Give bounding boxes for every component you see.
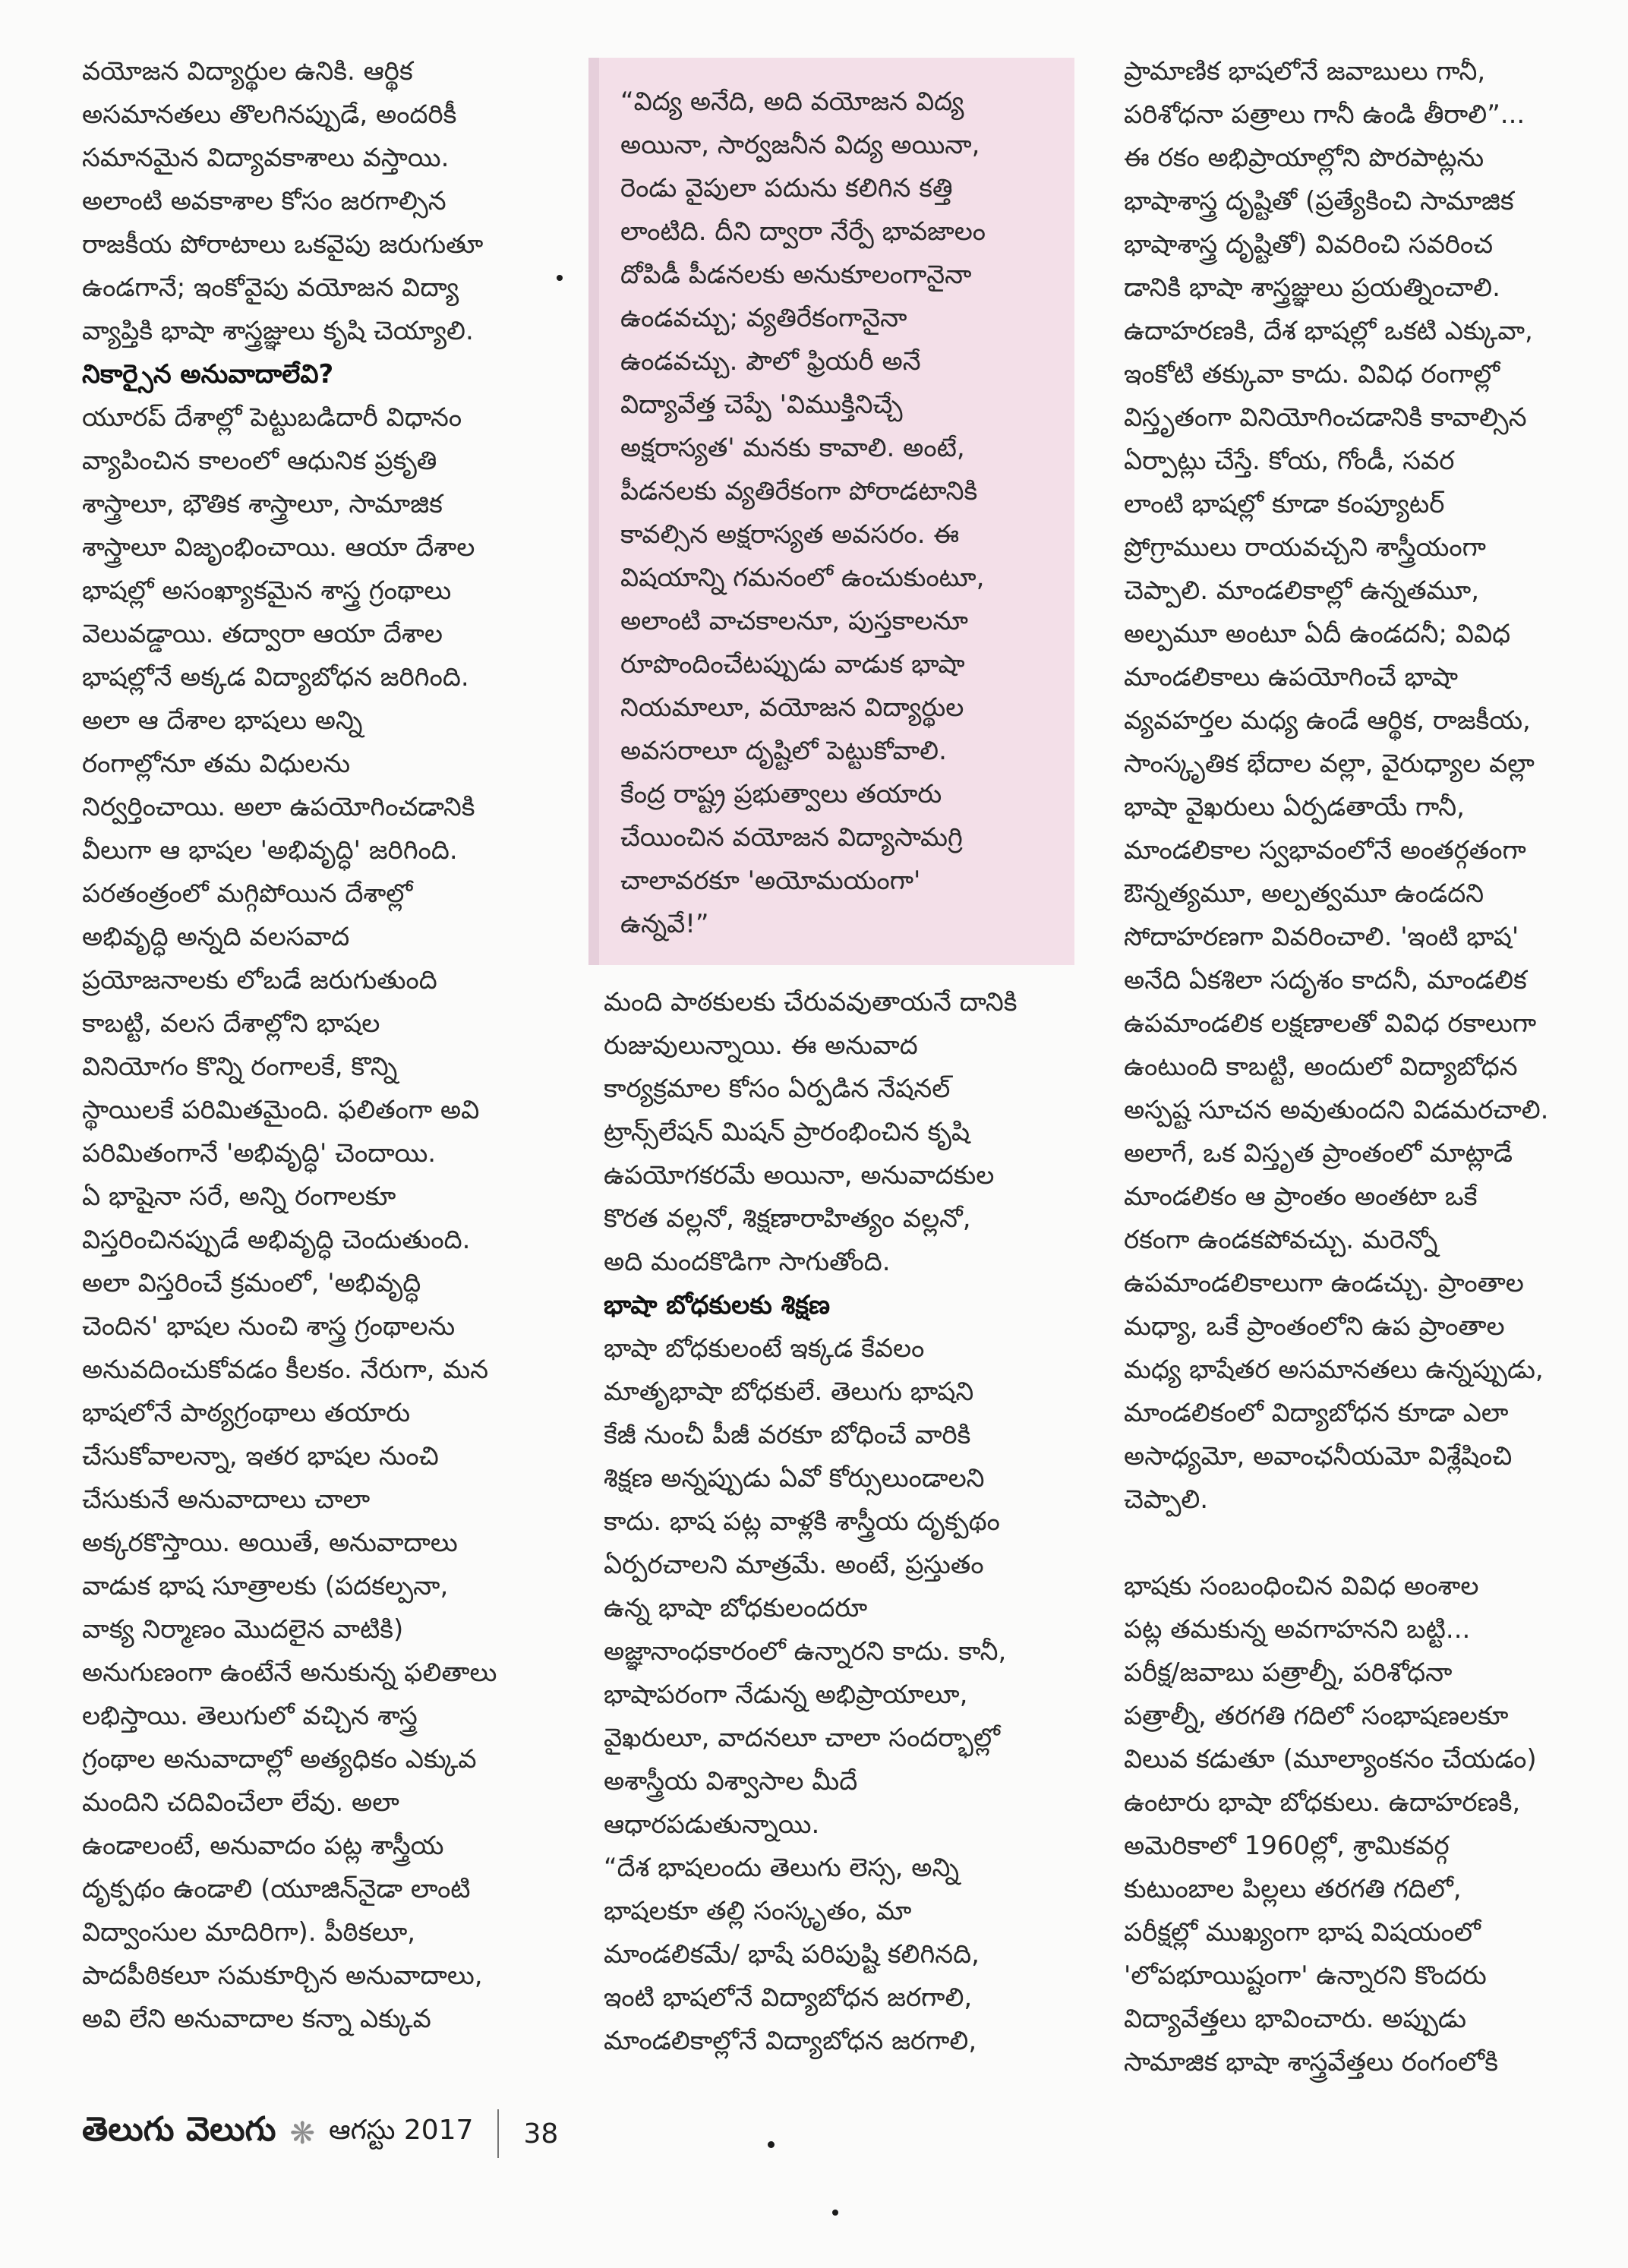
text-line: ఏర్పాట్లు చేస్తే. కోయ, గోండీ, సవర bbox=[1124, 446, 1455, 476]
text-line: అనువదించుకోవడం కీలకం. నేరుగా, మన bbox=[82, 1355, 489, 1385]
text-line: ప్రామాణిక భాషలోనే జవాబులు గానీ, bbox=[1124, 56, 1486, 87]
text-line: ఔన్నత్యమూ, అల్పత్వమూ ఉండదని bbox=[1124, 878, 1484, 909]
text-line: భాషాశాస్త్ర దృష్టితో) వివరించి సవరించ bbox=[1124, 229, 1494, 260]
text-line: ఉన్నవే!” bbox=[620, 909, 709, 939]
page-footer bbox=[82, 2107, 558, 2160]
text-line: అల్పమూ అంటూ ఏదీ ఉండదనీ; వివిధ bbox=[1124, 619, 1511, 649]
text-line: అజ్ఞానాంధకారంలో ఉన్నారని కాదు. కానీ, bbox=[604, 1636, 1007, 1667]
text-line: రుజువులున్నాయి. ఈ అనువాద bbox=[604, 1030, 918, 1061]
text-line: పరిశోధనా పత్రాలు గానీ ఉండి తీరాలి”... bbox=[1124, 99, 1525, 130]
text-line: ఉంటారు భాషా బోధకులు. ఉదాహరణకి, bbox=[1124, 1787, 1521, 1818]
text-line: ఉన్న భాషా బోధకులందరూ bbox=[604, 1593, 868, 1623]
column-right bbox=[1124, 50, 1579, 2084]
text-line: వీలుగా ఆ భాషల 'అభివృద్ధి' జరిగింది. bbox=[82, 835, 458, 866]
text-line: ఉంటుంది కాబట్టి, అందులో విద్యాబోధన bbox=[1124, 1052, 1518, 1082]
text-line: లభిస్తాయి. తెలుగులో వచ్చిన శాస్త్ర bbox=[82, 1701, 418, 1731]
text-line: అలాగే, ఒక విస్తృత ప్రాంతంలో మాట్లాడే bbox=[1124, 1138, 1513, 1169]
text-line: చేసుకునే అనువాదాలు చాలా bbox=[82, 1484, 371, 1515]
text-line: వాడుక భాష సూత్రాలకు (పదకల్పనా, bbox=[82, 1571, 449, 1601]
text-line: కావల్సిన అక్షరాస్యత అవసరం. ఈ bbox=[620, 519, 960, 550]
ink-speck bbox=[768, 2141, 775, 2148]
text-line: ఉపయోగకరమే అయినా, అనువాదకుల bbox=[604, 1160, 995, 1191]
text-line: “దేశ భాషలందు తెలుగు లెస్స, అన్ని bbox=[604, 1853, 959, 1883]
text-line: భాషాపరంగా నేడున్న అభిప్రాయాలూ, bbox=[604, 1680, 968, 1710]
text-line: విద్వాంసుల మాదిరిగా). పీఠికలూ, bbox=[82, 1917, 416, 1948]
text-line: నిర్వర్తించాయి. అలా ఉపయోగించడానికి bbox=[82, 792, 475, 822]
text-line: రాజకీయ పోరాటాలు ఒకవైపు జరుగుతూ bbox=[82, 229, 484, 260]
text-line: భాషల్లో అసంఖ్యాకమైన శాస్త్ర గ్రంథాలు bbox=[82, 576, 452, 606]
text-line: మంది పాఠకులకు చేరువవుతాయనే దానికి bbox=[604, 987, 1018, 1017]
text-line: ఏర్పరచాలని మాత్రమే. అంటే, ప్రస్తుతం bbox=[604, 1550, 984, 1580]
magazine-name: తెలుగు వెలుగు bbox=[82, 2110, 276, 2149]
text-line: ఉపమాండలిక లక్షణాలతో వివిధ రకాలుగా bbox=[1124, 1008, 1537, 1039]
text-line: భాషకు సంబంధించిన వివిధ అంశాల bbox=[1124, 1571, 1479, 1601]
text-line: అది మందకొడిగా సాగుతోంది. bbox=[604, 1247, 891, 1277]
text-line: శాస్త్రాలూ, భౌతిక శాస్త్రాలూ, సామాజిక bbox=[82, 489, 443, 519]
text-line: పరీక్ష/జవాబు పత్రాల్నీ, పరిశోధనా bbox=[1124, 1658, 1453, 1688]
section-heading: భాషా బోధకులకు శిక్షణ bbox=[604, 1290, 831, 1320]
text-line: వయోజన విద్యార్థుల ఉనికి. ఆర్థిక bbox=[82, 56, 413, 87]
text-line: చేయించిన వయోజన విద్యాసామగ్రి bbox=[620, 822, 963, 853]
text-line: పరిమితంగానే 'అభివృద్ధి' చెందాయి. bbox=[82, 1138, 437, 1169]
text-line: భాషలోనే పాఠ్యగ్రంథాలు తయారు bbox=[82, 1398, 411, 1428]
text-line: మధ్య భాషేతర అసమానతలు ఉన్నప్పుడు, bbox=[1124, 1355, 1544, 1385]
text-line: ఉండవచ్చు. పౌలో ఫ్రియరీ అనే bbox=[620, 346, 921, 377]
text-line: మాండలికాల స్వభావంలోనే అంతర్గతంగా bbox=[1124, 835, 1526, 866]
text-line: కాదు. భాష పట్ల వాళ్లకి శాస్త్రీయ దృక్పథం bbox=[604, 1506, 1000, 1537]
text-line: పాదపీఠికలూ సమకూర్చిన అనువాదాలు, bbox=[82, 1960, 483, 1991]
text-line: ఉదాహరణకి, దేశ భాషల్లో ఒకటి ఎక్కువా, bbox=[1124, 316, 1533, 346]
text-line: కార్యక్రమాల కోసం ఏర్పడిన నేషనల్ bbox=[604, 1074, 951, 1104]
text-line: పత్రాల్నీ, తరగతి గదిలో సంభాషణలకూ bbox=[1124, 1701, 1509, 1731]
text-line: అసమానతలు తొలగినప్పుడే, అందరికీ bbox=[82, 99, 457, 130]
text-line: స్థాయిలకే పరిమితమైంది. ఫలితంగా అవి bbox=[82, 1095, 480, 1125]
text-line: లాంటిది. దీని ద్వారా నేర్పే భావజాలం bbox=[620, 216, 986, 247]
text-line: శిక్షణ అన్నప్పుడు ఏవో కోర్సులుండాలని bbox=[604, 1463, 985, 1494]
text-line: విద్యావేత్తలు భావించారు. అప్పుడు bbox=[1124, 2004, 1466, 2034]
text-line: అభివృద్ధి అన్నది వలసవాద bbox=[82, 922, 350, 952]
text-line: సోదాహరణగా వివరించాలి. 'ఇంటి భాష' bbox=[1124, 922, 1519, 952]
text-line: కొరత వల్లనో, శిక్షణారాహిత్యం వల్లనో, bbox=[604, 1203, 971, 1234]
text-line: రకంగా ఉండకపోవచ్చు. మరెన్నో bbox=[1124, 1225, 1438, 1255]
text-line: కేంద్ర రాష్ట్ర ప్రభుత్వాలు తయారు bbox=[620, 779, 942, 809]
text-line: మాండలికంలో విద్యాబోధన కూడా ఎలా bbox=[1124, 1398, 1509, 1428]
text-line: దోపిడీ పీడనలకు అనుకూలంగానైనా bbox=[620, 260, 972, 290]
text-line: వ్యాపించిన కాలంలో ఆధునిక ప్రకృతి bbox=[82, 446, 437, 476]
text-line: ఉండవచ్చు; వ్యతిరేకంగానైనా bbox=[620, 303, 907, 333]
text-line: రంగాల్లోనూ తమ విధులను bbox=[82, 749, 351, 779]
text-line: మాండలికమే/ భాషే పరిపుష్టి కలిగినది, bbox=[604, 1939, 980, 1970]
ink-speck bbox=[557, 275, 563, 281]
text-line: మాతృభాషా బోధకులే. తెలుగు భాషని bbox=[604, 1377, 974, 1407]
text-line: భాషాశాస్త్ర దృష్టితో (ప్రత్యేకించి సామాజిక bbox=[1124, 186, 1514, 216]
text-line: అక్షరాస్యత' మనకు కావాలి. అంటే, bbox=[620, 433, 965, 463]
text-line: భాషల్లోనే అక్కడ విద్యాబోధన జరిగింది. bbox=[82, 662, 469, 692]
text-line: అలా విస్తరించే క్రమంలో, 'అభివృద్ధి bbox=[82, 1268, 421, 1298]
text-line: విస్తరించినప్పుడే అభివృద్ధి చెందుతుంది. bbox=[82, 1225, 471, 1255]
text-line: కేజీ నుంచీ పీజీ వరకూ బోధించే వారికి bbox=[604, 1420, 971, 1450]
text-line: చెప్పాలి. మాండలికాల్లో ఉన్నతమూ, bbox=[1124, 576, 1480, 606]
text-line: చెప్పాలి. bbox=[1124, 1484, 1209, 1515]
text-line: డానికి భాషా శాస్త్రజ్ఞులు ప్రయత్నించాలి. bbox=[1124, 273, 1500, 303]
text-line: వెలువడ్డాయి. తద్వారా ఆయా దేశాల bbox=[82, 619, 443, 649]
text-line: పట్ల తమకున్న అవగాహనని బట్టి... bbox=[1124, 1614, 1471, 1645]
text-line: పరతంత్రంలో మగ్గిపోయిన దేశాల్లో bbox=[82, 878, 413, 909]
text-line: ఈ రకం అభిప్రాయాల్లోని పొరపాట్లను bbox=[1124, 143, 1484, 173]
text-line: అశాస్త్రీయ విశ్వాసాల మీదే bbox=[604, 1766, 858, 1796]
text-line: అసాధ్యమో, అవాంఛనీయమో విశ్లేషించి bbox=[1124, 1441, 1513, 1472]
page-number: 38 bbox=[523, 2118, 559, 2150]
text-line: ఇంకోటి తక్కువా కాదు. వివిధ రంగాల్లో bbox=[1124, 359, 1500, 390]
text-line: భాషలకూ తల్లి సంస్కృతం, మా bbox=[604, 1896, 912, 1926]
text-line: రూపొందించేటప్పుడు వాడుక భాషా bbox=[620, 649, 965, 680]
text-line: ప్రోగ్రాములు రాయవచ్చని శాస్త్రీయంగా bbox=[1124, 532, 1486, 563]
text-line: గ్రంథాల అనువాదాల్లో అత్యధికం ఎక్కువ bbox=[82, 1744, 477, 1774]
text-line: సమానమైన విద్యావకాశాలు వస్తాయి. bbox=[82, 143, 450, 173]
text-line: కుటుంబాల పిల్లలు తరగతి గదిలో, bbox=[1124, 1874, 1462, 1904]
text-line: “విద్య అనేది, అది వయోజన విద్య bbox=[620, 87, 964, 117]
text-line: విస్తృతంగా వినియోగించడానికి కావాల్సిన bbox=[1124, 402, 1527, 433]
text-line: వైఖరులూ, వాదనలూ చాలా సందర్భాల్లో bbox=[604, 1723, 1000, 1753]
text-line: ఉండగానే; ఇంకోవైపు వయోజన విద్యా bbox=[82, 273, 459, 303]
text-line: రెండు వైపులా పదును కలిగిన కత్తి bbox=[620, 173, 953, 203]
text-line: అవి లేని అనువాదాల కన్నా ఎక్కువ bbox=[82, 2004, 431, 2034]
text-line: వాక్య నిర్మాణం మొదలైన వాటికి) bbox=[82, 1614, 404, 1645]
text-line: అయినా, సార్వజనీన విద్య అయినా, bbox=[620, 130, 980, 160]
text-line: ప్రయోజనాలకు లోబడే జరుగుతుంది bbox=[82, 965, 437, 995]
text-line: కాబట్టి, వలస దేశాల్లోని భాషల bbox=[82, 1008, 380, 1039]
text-line: లాంటి భాషల్లో కూడా కంప్యూటర్ bbox=[1124, 489, 1445, 519]
text-line: దృక్పథం ఉండాలి (యూజిన్‌నైడా లాంటి bbox=[82, 1874, 471, 1904]
text-line: అస్పష్ట సూచన అవుతుందని విడమరచాలి. bbox=[1124, 1095, 1549, 1125]
text-line: అనేది ఏకశిలా సదృశం కాదనీ, మాండలిక bbox=[1124, 965, 1527, 995]
text-line: అమెరికాలో 1960ల్లో, శ్రామికవర్గ bbox=[1124, 1831, 1450, 1861]
column-left bbox=[82, 50, 568, 2041]
text-line: ఆధారపడుతున్నాయి. bbox=[604, 1809, 820, 1840]
text-line: అలా ఆ దేశాల భాషలు అన్ని bbox=[82, 705, 363, 736]
text-line: యూరప్ దేశాల్లో పెట్టుబడిదారీ విధానం bbox=[82, 402, 462, 433]
text-line: వినియోగం కొన్ని రంగాలకే, కొన్ని bbox=[82, 1052, 398, 1082]
text-line: విషయాన్ని గమనంలో ఉంచుకుంటూ, bbox=[620, 563, 985, 593]
text-line: ఉండాలంటే, అనువాదం పట్ల శాస్త్రీయ bbox=[82, 1831, 444, 1861]
text-line: మధ్యా, ఒకే ప్రాంతంలోని ఉప ప్రాంతాల bbox=[1124, 1311, 1505, 1342]
issue-date: ఆగస్టు 2017 bbox=[328, 2115, 474, 2146]
flower-icon: ❋ bbox=[289, 2116, 315, 2151]
text-line: ఇంటి భాషలోనే విద్యాబోధన జరగాలి, bbox=[604, 1983, 973, 2013]
text-line: విలువ కడుతూ (మూల్యాంకనం చేయడం) bbox=[1124, 1744, 1537, 1774]
text-line: సాంస్కృతిక భేదాల వల్లా, వైరుధ్యాల వల్లా bbox=[1124, 749, 1535, 779]
text-line: వ్యాప్తికి భాషా శాస్త్రజ్ఞులు కృషి చెయ్యాలి. bbox=[82, 316, 474, 346]
text-line: అవసరాలూ దృష్టిలో పెట్టుకోవాలి. bbox=[620, 736, 947, 766]
text-line: విద్యావేత్త చెప్పే 'విముక్తినిచ్చే bbox=[620, 390, 903, 420]
text-line: మాండలికాల్లోనే విద్యాబోధన జరగాలి, bbox=[604, 2026, 977, 2056]
text-line: చెందిన' భాషల నుంచి శాస్త్ర గ్రంథాలను bbox=[82, 1311, 456, 1342]
section-heading: నికార్సైన అనువాదాలేవి? bbox=[82, 359, 334, 390]
text-line: చేసుకోవాలన్నా, ఇతర భాషల నుంచి bbox=[82, 1441, 439, 1472]
text-line: చాలావరకూ 'అయోమయంగా' bbox=[620, 866, 921, 896]
text-line: అనుగుణంగా ఉంటేనే అనుకున్న ఫలితాలు bbox=[82, 1658, 497, 1688]
pull-quote-box bbox=[588, 58, 1074, 965]
text-line: నియమాలూ, వయోజన విద్యార్థుల bbox=[620, 692, 964, 723]
text-line: అక్కరకొస్తాయి. అయితే, అనువాదాలు bbox=[82, 1528, 458, 1558]
text-line: 'లోపభూయిష్టంగా' ఉన్నారని కొందరు bbox=[1124, 1960, 1487, 1991]
text-line: భాషా వైఖరులు ఏర్పడతాయే గానీ, bbox=[1124, 792, 1465, 822]
text-line: అలాంటి అవకాశాల కోసం జరగాల్సిన bbox=[82, 186, 446, 216]
text-line: ఏ భాషైనా సరే, అన్ని రంగాలకూ bbox=[82, 1181, 396, 1212]
text-line: పరీక్షల్లో ముఖ్యంగా భాష విషయంలో bbox=[1124, 1917, 1481, 1948]
text-line: ఉపమాండలికాలుగా ఉండచ్చు. ప్రాంతాల bbox=[1124, 1268, 1524, 1298]
text-line: మందిని చదివించేలా లేవు. అలా bbox=[82, 1787, 399, 1818]
text-line: పీడనలకు వ్యతిరేకంగా పోరాడటానికి bbox=[620, 476, 978, 506]
text-line: మాండలికాలు ఉపయోగించే భాషా bbox=[1124, 662, 1459, 692]
text-line: సామాజిక భాషా శాస్త్రవేత్తలు రంగంలోకి bbox=[1124, 2047, 1499, 2077]
text-line: మాండలికం ఆ ప్రాంతం అంతటా ఒకే bbox=[1124, 1181, 1478, 1212]
text-line: శాస్త్రాలూ విజృంభించాయి. ఆయా దేశాల bbox=[82, 532, 475, 563]
text-line: ట్రాన్స్‌లేషన్ మిషన్ ప్రారంభించిన కృషి bbox=[604, 1117, 970, 1147]
footer-divider bbox=[497, 2109, 499, 2158]
text-line: వ్యవహర్తల మధ్య ఉండే ఆర్థిక, రాజకీయ, bbox=[1124, 705, 1531, 736]
ink-speck bbox=[832, 2210, 838, 2216]
text-line: భాషా బోధకులంటే ఇక్కడ కేవలం bbox=[604, 1333, 925, 1364]
text-line bbox=[1124, 1522, 1579, 1565]
column-middle bbox=[604, 981, 1059, 2063]
text-line: అలాంటి వాచకాలనూ, పుస్తకాలనూ bbox=[620, 606, 968, 636]
